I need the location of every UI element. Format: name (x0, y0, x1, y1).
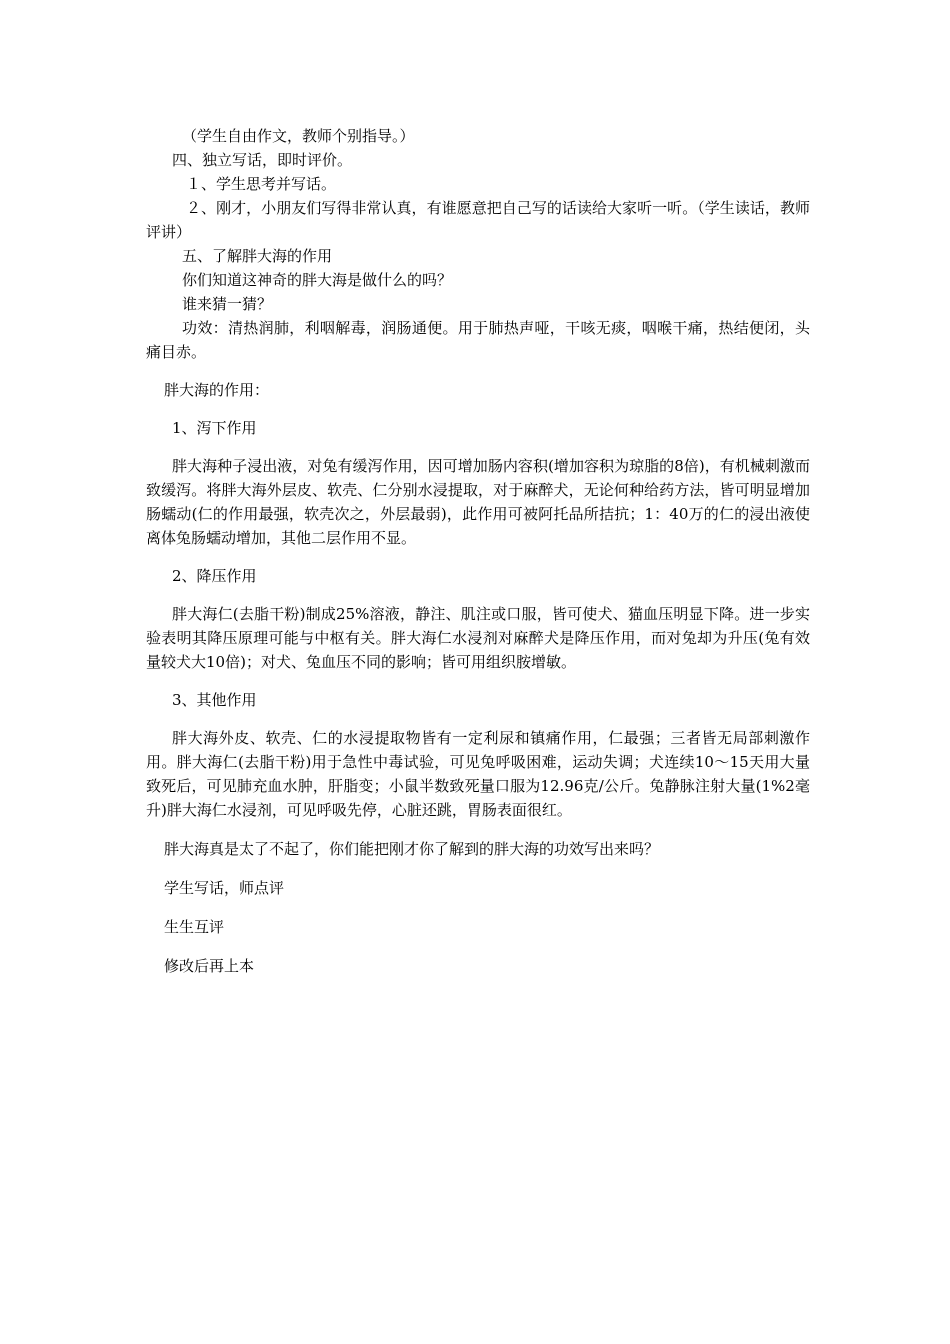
paragraph-efficacy: 功效：清热润肺，利咽解毒，润肠通便。用于肺热声哑，干咳无痰，咽喉干痛，热结便闭，头痛目赤。 (146, 319, 810, 361)
paragraph-hypotensive: 胖大海仁(去脂干粉)制成25%溶液，静注、肌注或口服，皆可使犬、猫血压明显下降。进一步实验表明其降压原理可能与中枢有关。胖大海仁水浸剂对麻醉犬是降压作用，而对兔却为升压(兔有效量较犬大10倍)；对犬、兔血压不同的影响；皆可用组织胺增敏。 (146, 605, 810, 671)
question-guess: 谁来猜一猜？ (182, 295, 273, 313)
paragraph-laxative: 胖大海种子浸出液，对兔有缓泻作用，因可增加肠内容积(增加容积为琼脂的8倍)，有机械刺激而致缓泻。将胖大海外层皮、软壳、仁分别水浸提取，对于麻醉犬，无论何种给药方法，皆可明显增加肠蠕动(仁的作用最强，软壳次之，外层最弱)，此作用可被阿托品所拮抗；1：40万的仁的浸出液使离体兔肠蠕动增加，其他二层作用不显。 (146, 457, 810, 547)
step-2: ２、刚才，小朋友们写得非常认真，有谁愿意把自己写的话读给大家听一听。（学生读话，教师评讲） (146, 199, 810, 241)
heading-independent-writing: 四、独立写话，即时评价。 (172, 151, 353, 169)
paragraph-other: 胖大海外皮、软壳、仁的水浸提取物皆有一定利尿和镇痛作用，仁最强；三者皆无局部刺激作用。胖大海仁(去脂干粉)用于急性中毒试验，可见兔呼吸困难，运动失调；犬连续10～15天用大量致死后，可见肺充血水肿，肝脂变；小鼠半数致死量口服为12.96克/公斤。兔静脉注射大量(1%2毫升)胖大海仁水浸剂，可见呼吸先停，心脏还跳，胃肠表面很红。 (146, 729, 810, 819)
paragraph-conclusion-question: 胖大海真是太了不起了，你们能把刚才你了解到的胖大海的功效写出来吗？ (164, 840, 660, 858)
subheading-other: 3、其他作用 (172, 691, 257, 709)
activity-peer-review: 生生互评 (164, 918, 225, 936)
document-body (146, 124, 810, 978)
activity-student-writing: 学生写话，师点评 (164, 879, 285, 897)
heading-understand-function: 五、了解胖大海的作用 (182, 247, 333, 265)
activity-revise: 修改后再上本 (164, 957, 255, 975)
section-title-functions: 胖大海的作用： (164, 381, 270, 399)
paragraph-free-writing: （学生自由作文，教师个别指导。） (182, 127, 415, 145)
question-what-for: 你们知道这神奇的胖大海是做什么的吗？ (182, 271, 453, 289)
subheading-laxative: 1、泻下作用 (172, 419, 257, 437)
step-1: １、学生思考并写话。 (186, 175, 337, 193)
subheading-hypotensive: 2、降压作用 (172, 567, 257, 585)
